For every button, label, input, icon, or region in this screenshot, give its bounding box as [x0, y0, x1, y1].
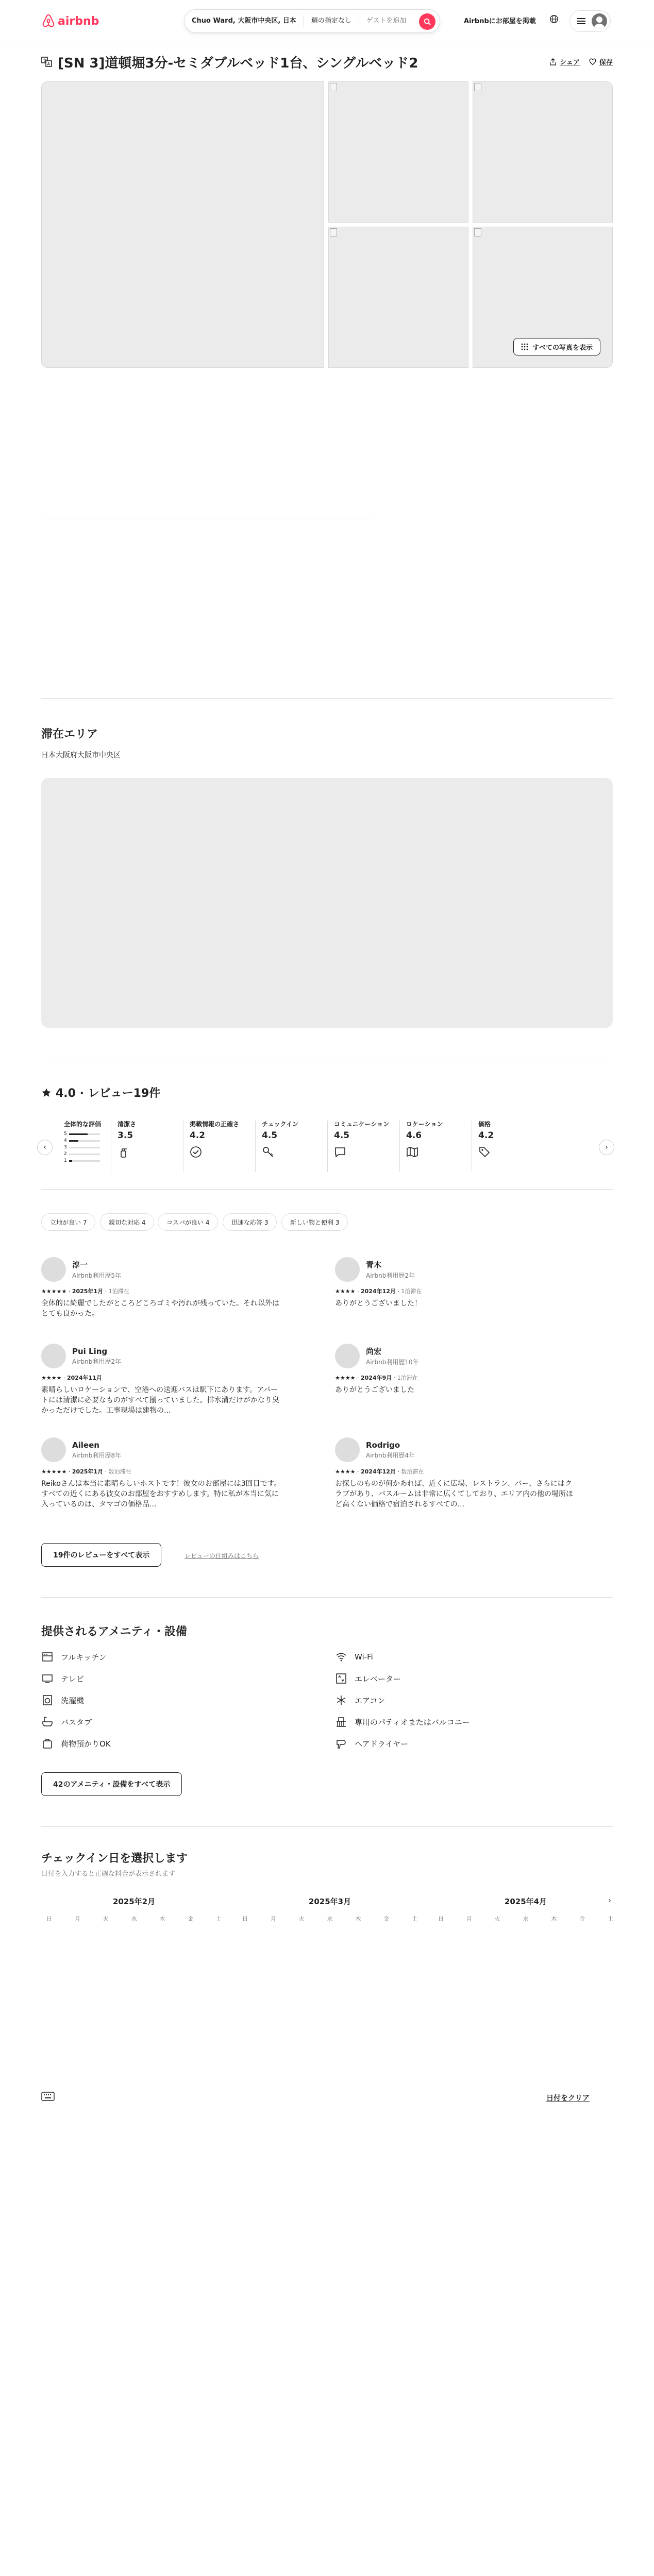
save-button[interactable]: [589, 57, 613, 66]
rating-accuracy: [183, 1121, 255, 1172]
share-label: シェア: [560, 59, 580, 66]
review-text: ありがとうございました: [335, 1386, 414, 1394]
calendar-next-button[interactable]: ›: [602, 1893, 617, 1908]
review-text: Reikoさんは本当に素晴らしいホストです！彼女のお部屋には3回目です。すべての近くにある彼女のお部屋をおすすめします。特に私が本当に気に入っているのは、タマゴの価格品...: [41, 1480, 281, 1509]
heart-icon: [589, 58, 596, 65]
rating-label: チェックイン: [262, 1121, 299, 1128]
hairdryer-icon: [335, 1738, 347, 1749]
reviewer-tenure: Airbnb利用歴5年: [72, 1272, 121, 1279]
reviewer-tenure: Airbnb利用歴4年: [366, 1451, 415, 1459]
clear-dates-link[interactable]: 日付をクリア: [546, 2094, 590, 2103]
amenity-item: [41, 1716, 320, 1727]
reviewer-name: 尚宏: [366, 1347, 382, 1356]
reviewer-name: 青木: [366, 1260, 382, 1269]
reviewer-name: 淳一: [72, 1260, 88, 1269]
weekday-row: [41, 1914, 227, 1923]
snowflake-icon: [335, 1694, 347, 1706]
weekday: 月: [270, 1916, 276, 1922]
show-all-amenities-button[interactable]: 42のアメニティ・設備をすべて表示: [41, 1772, 182, 1796]
avatar: [41, 1344, 66, 1368]
rating-bar-1: [69, 1160, 72, 1162]
washer-icon: [41, 1694, 54, 1706]
show-all-photos-button[interactable]: [513, 338, 600, 355]
map-icon: [406, 1146, 472, 1160]
broken-image-icon: [474, 228, 481, 236]
weekday: 水: [131, 1916, 137, 1922]
review-date: 2024年12月: [360, 1468, 396, 1475]
search-bar[interactable]: [184, 9, 440, 33]
chat-icon: [334, 1146, 399, 1160]
weekday: 水: [523, 1916, 529, 1922]
rating-value-for-money: [472, 1121, 544, 1172]
amenity-item: [335, 1651, 613, 1663]
weekday: 月: [466, 1916, 472, 1922]
review-date: 2025年1月: [72, 1288, 104, 1295]
review-stay: 数泊滞在: [401, 1468, 424, 1475]
weekday: 水: [327, 1916, 333, 1922]
reviewer-tenure: Airbnb利用歴8年: [72, 1451, 121, 1459]
review-stars: ★★★★: [335, 1468, 356, 1475]
search-icon: [424, 18, 431, 25]
rating-checkin: [255, 1121, 327, 1172]
weekday: 日: [438, 1916, 444, 1922]
share-icon: [549, 58, 557, 65]
weekday: 日: [46, 1916, 52, 1922]
calendar-subheading: 日付を入力すると正確な料金が表示されます: [41, 1870, 176, 1878]
review-chip[interactable]: 立地が良い 7: [41, 1213, 95, 1231]
review-text: お探しのものが何かあれば、近くに広場、レストラン、バー、さらにはクラブがあり、バスルームは非常に広くてしており、エリア内の他の場所ほど高くない価格で宿泊されるすべての...: [335, 1480, 573, 1509]
review-card: 淳一 Airbnb利用歴5年 ★★★★★ · 2025年1月 · 1泊滞在 全体的に綺麗でしたがところどころゴミや汚れが残っていた。それ以外はとても良かった。: [41, 1257, 283, 1319]
spray-icon: [118, 1146, 183, 1160]
amenity-item: [41, 1694, 320, 1706]
amenity-item: [335, 1673, 613, 1684]
rating-label: 全体的な評価: [64, 1121, 102, 1128]
amenity-label: ヘアドライヤー: [355, 1739, 409, 1749]
amenity-label: エアコン: [355, 1696, 385, 1705]
weekday: 木: [355, 1916, 361, 1922]
star-icon: [41, 1088, 52, 1098]
reviews-summary: 4.0 · レビュー19件: [56, 1087, 161, 1100]
amenities-heading: 提供されるアメニティ・設備: [41, 1625, 187, 1638]
avatar: [41, 1257, 66, 1282]
rating-cleanliness: [111, 1121, 183, 1172]
amenity-label: フルキッチン: [61, 1652, 107, 1662]
rating-bar-4: [69, 1140, 78, 1142]
rating-value: 4.5: [334, 1130, 350, 1141]
rating-value: 4.6: [406, 1130, 422, 1141]
carousel-next-button[interactable]: ›: [599, 1140, 614, 1155]
rating-value: 3.5: [118, 1130, 133, 1141]
amenity-label: バスタブ: [61, 1717, 92, 1727]
hamburger-icon: [577, 18, 585, 25]
review-card: Pui Ling Airbnb利用歴2年 ★★★★ · 2024年11月 素晴らしいロケーションで、空港への送迎バスは駅下にあります。アパートには清潔に必要なものがすべて揃っていました。排水溝だけがかなり臭かっただけでした。工事現場は建物の...: [41, 1344, 283, 1416]
search-button[interactable]: [419, 13, 435, 30]
avatar: [335, 1344, 360, 1368]
share-button[interactable]: [549, 57, 580, 66]
show-all-reviews-button[interactable]: 19件のレビューをすべて表示: [41, 1543, 161, 1567]
photo-main[interactable]: [41, 81, 324, 368]
review-text: ありがとうございました！: [335, 1299, 422, 1308]
keyboard-icon[interactable]: [41, 2092, 55, 2103]
search-dates[interactable]: 週の指定なし: [304, 15, 359, 27]
reviewer-tenure: Airbnb利用歴10年: [366, 1359, 419, 1366]
top-header: [0, 0, 654, 41]
divider: [41, 1826, 613, 1827]
review-text: 素晴らしいロケーションで、空港への送迎バスは駅下にあります。アパートには清潔に必要なものがすべて揃っていました。排水溝だけがかなり臭かっただけでした。工事現場は建物の...: [41, 1386, 279, 1415]
rating-value: 4.5: [262, 1130, 278, 1141]
luggage-icon: [41, 1738, 54, 1749]
weekday: 土: [411, 1916, 417, 1922]
airbnb-logo-icon: [41, 13, 56, 29]
reviewer-name: Rodrigo: [366, 1440, 400, 1450]
show-all-photos-label: すべての写真を表示: [532, 344, 593, 352]
weekday: 日: [242, 1916, 248, 1922]
rating-bar-5: [69, 1133, 88, 1135]
amenity-item: [41, 1651, 320, 1663]
translate-icon: [41, 56, 53, 67]
review-card: 青木 Airbnb利用歴2年 ★★★★ · 2024年12月 · 1泊滞在 ありがとうございました！: [335, 1257, 577, 1309]
review-stay: 数泊滞在: [108, 1468, 131, 1475]
photo-4[interactable]: [328, 227, 468, 368]
search-guests[interactable]: ゲストを追加: [366, 17, 407, 25]
rating-label: 価格: [478, 1121, 491, 1128]
weekday: 月: [74, 1916, 80, 1922]
divider: [41, 698, 613, 699]
weekday: 金: [579, 1916, 585, 1922]
rating-distribution: 5 4 3 2 1: [64, 1131, 111, 1163]
rating-label: ロケーション: [406, 1121, 443, 1128]
carousel-prev-button[interactable]: ‹: [37, 1140, 53, 1155]
review-card: Rodrigo Airbnb利用歴4年 ★★★★ · 2024年12月 · 数泊滞在 お探しのものが何かあれば、近くに広場、レストラン、バー、さらにはクラブがあり、バスルームは非常に広くてしており、エリア内の他の場所ほど高くない価格で宿泊されるすべての...: [335, 1437, 577, 1510]
tv-icon: [41, 1673, 54, 1684]
balcony-icon: [335, 1716, 347, 1727]
review-stay: 1泊滞在: [397, 1375, 418, 1381]
review-date: 2024年11月: [66, 1375, 102, 1381]
avatar: [335, 1437, 360, 1462]
check-circle-icon: [190, 1146, 255, 1160]
divider: [41, 1597, 613, 1598]
amenity-label: エレベーター: [355, 1674, 401, 1684]
globe-icon[interactable]: [549, 14, 559, 26]
rating-label: コミュニケーション: [334, 1121, 390, 1128]
review-chip[interactable]: 新しい物と便利 3: [281, 1213, 348, 1231]
host-link[interactable]: Airbnbにお部屋を掲載: [464, 18, 536, 25]
weekday: 木: [159, 1916, 165, 1922]
reviewer-tenure: Airbnb利用歴2年: [72, 1358, 121, 1365]
calendar-month: 2025年3月: [308, 1897, 351, 1906]
amenity-label: 専用のパティオまたはバルコニー: [355, 1717, 470, 1727]
calendar-month: 2025年2月: [112, 1897, 156, 1906]
review-stars: ★★★★: [335, 1375, 356, 1381]
review-date: 2025年1月: [72, 1468, 104, 1475]
logo-text: airbnb: [58, 14, 99, 28]
search-location[interactable]: Chuo Ward, 大阪市中央区, 日本: [185, 15, 304, 27]
amenity-item: [335, 1694, 613, 1706]
bathtub-icon: [41, 1716, 54, 1727]
broken-image-icon: [330, 83, 337, 91]
calendar-heading: チェックイン日を選択します: [41, 1852, 188, 1865]
rating-value: 4.2: [478, 1130, 494, 1141]
weekday: 火: [298, 1916, 305, 1922]
elevator-icon: [335, 1673, 347, 1684]
reviewer-tenure: Airbnb利用歴2年: [366, 1272, 415, 1279]
review-stars: ★★★★: [335, 1288, 356, 1295]
rating-label: 清潔さ: [118, 1121, 137, 1128]
review-stars: ★★★★★: [41, 1288, 67, 1295]
rating-categories: [41, 1121, 613, 1172]
user-menu-button[interactable]: [569, 10, 611, 32]
weekday: 火: [494, 1916, 500, 1922]
review-card: 尚宏 Airbnb利用歴10年 ★★★★ · 2024年9月 · 1泊滞在 ありがとうございました: [335, 1344, 577, 1395]
reviewer-name: Pui Ling: [72, 1346, 108, 1356]
review-stay: 1泊滞在: [108, 1288, 129, 1295]
weekday: 金: [383, 1916, 390, 1922]
photo-gallery: [41, 81, 613, 368]
svg-text:A: A: [47, 62, 50, 66]
review-chip[interactable]: 迅速な応答 3: [223, 1213, 277, 1231]
divider: [41, 1189, 613, 1190]
weekday: 金: [188, 1916, 194, 1922]
review-chip[interactable]: 親切な対応 4: [100, 1213, 154, 1231]
weekday-row: [237, 1914, 423, 1923]
review-stay: 1泊滞在: [401, 1288, 422, 1295]
reviews-heading: [41, 1084, 160, 1100]
location-heading: 滞在エリア: [41, 728, 98, 741]
weekday: 土: [607, 1916, 613, 1922]
amenity-label: テレビ: [61, 1674, 84, 1684]
avatar: [592, 13, 607, 29]
photo-2[interactable]: [328, 81, 468, 223]
amenity-label: 荷物預かりOK: [61, 1739, 111, 1749]
amenity-item: [41, 1673, 320, 1684]
weekday: 火: [103, 1916, 109, 1922]
svg-text:文: 文: [43, 58, 47, 63]
key-icon: [262, 1146, 327, 1160]
user-icon: [592, 13, 607, 29]
rating-label: 掲載情報の正確さ: [190, 1121, 240, 1128]
airbnb-logo[interactable]: [41, 13, 99, 29]
photo-3[interactable]: [473, 81, 613, 223]
avatar: [335, 1257, 360, 1282]
review-date: 2024年12月: [360, 1288, 396, 1295]
review-card: Aileen Airbnb利用歴8年 ★★★★★ · 2025年1月 · 数泊滞在 Reikoさんは本当に素晴らしいホストです！彼女のお部屋には3回目です。すべての近くにある彼女のお部屋をおすすめします。特に私が本当に気に入っているのは、タマゴの価格品...: [41, 1437, 283, 1510]
amenity-label: 洗濯機: [61, 1696, 85, 1705]
rating-value: 4.2: [190, 1130, 206, 1141]
calendar-month: 2025年4月: [504, 1897, 547, 1906]
grid-icon: [521, 343, 528, 350]
tag-icon: [478, 1146, 544, 1160]
reviewer-name: Aileen: [72, 1440, 99, 1450]
save-label: 保存: [599, 59, 613, 66]
listing-title: [SN 3]道頓堀3分-セミダブルベッド1台、シングルベッド2: [58, 55, 418, 71]
review-stars: ★★★★: [41, 1375, 62, 1381]
broken-image-icon: [474, 83, 481, 91]
listing-title-row: [41, 52, 613, 72]
amenity-item: [335, 1716, 613, 1727]
amenity-label: Wi-Fi: [355, 1652, 373, 1662]
rating-location: [399, 1121, 472, 1172]
weekday: 土: [215, 1916, 222, 1922]
kitchen-icon: [41, 1651, 54, 1663]
amenity-item: [41, 1738, 320, 1749]
weekday: 木: [551, 1916, 557, 1922]
wifi-icon: [335, 1651, 347, 1663]
review-chip[interactable]: コスパが良い 4: [158, 1213, 218, 1231]
broken-image-icon: [330, 228, 337, 236]
rating-communication: [327, 1121, 399, 1172]
review-text: 全体的に綺麗でしたがところどころゴミや汚れが残っていた。それ以外はとても良かった。: [41, 1299, 279, 1318]
review-stars: ★★★★★: [41, 1468, 67, 1475]
weekday-row: [433, 1914, 618, 1923]
avatar: [41, 1437, 66, 1462]
review-date: 2024年9月: [360, 1375, 392, 1381]
location-address: 日本大阪府大阪市中央区: [41, 751, 121, 759]
amenity-item: [335, 1738, 613, 1749]
location-map[interactable]: [41, 778, 613, 1028]
how-reviews-work-link[interactable]: レビューの仕組みはこちら: [185, 1552, 259, 1560]
